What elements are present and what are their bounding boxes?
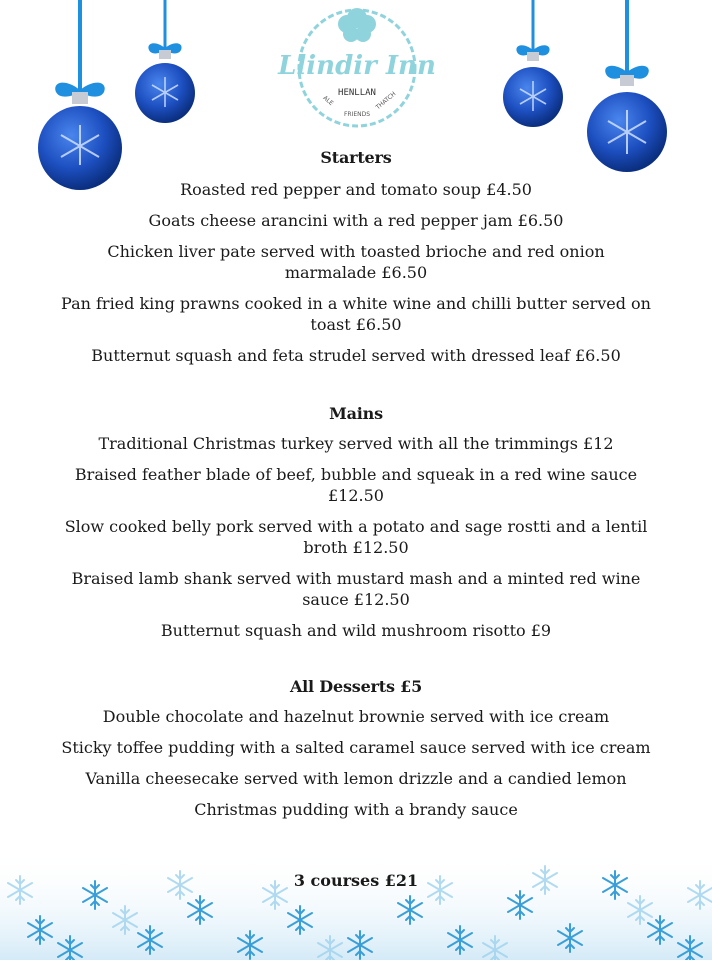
course-total-price: 3 courses £21 — [293, 871, 419, 890]
menu-item: Braised lamb shank served with mustard mash and a minted red wine sauce £12.50 — [71, 569, 641, 609]
logo-location: HENLLAN — [338, 88, 376, 98]
logo-tagline-thatch: THATCH — [374, 90, 398, 112]
menu-item: Braised feather blade of beef, bubble and squeak in a red wine sauce £12.50 — [74, 465, 638, 505]
menu-item: Butternut squash and feta strudel served with dressed leaf £6.50 — [91, 346, 621, 365]
logo-name: Llindir Inn — [278, 51, 436, 81]
menu-content — [60, 148, 652, 820]
menu-item: Butternut squash and wild mushroom risotto £9 — [160, 621, 552, 640]
menu-item: Roasted red pepper and tomato soup £4.50 — [180, 180, 532, 199]
section-heading-desserts: All Desserts £5 — [289, 677, 423, 696]
logo-tagline-friends: FRIENDS — [343, 111, 371, 118]
menu-item: Double chocolate and hazelnut brownie served with ice cream — [102, 707, 610, 726]
menu-item: Slow cooked belly pork served with a potato and sage rostti and a lentil broth £12.50 — [64, 517, 648, 557]
logo-tagline-ale: ALE — [321, 94, 335, 108]
inn-logo — [272, 2, 442, 130]
bauble-ornament-right-small — [500, 0, 566, 132]
menu-item: Goats cheese arancini with a red pepper jam £6.50 — [148, 211, 564, 230]
menu-item: Chicken liver pate served with toasted brioche and red onion marmalade £6.50 — [107, 242, 605, 282]
bauble-ornament-left-small — [132, 0, 198, 130]
menu-item: Christmas pudding with a brandy sauce — [194, 800, 518, 819]
menu-item: Pan fried king prawns cooked in a white wine and chilli butter served on toast £6.50 — [61, 294, 651, 334]
section-heading-starters: Starters — [320, 148, 392, 167]
snowflake-border — [0, 850, 712, 960]
menu-item: Traditional Christmas turkey served with all the trimmings £12 — [98, 434, 614, 453]
menu-item: Sticky toffee pudding with a salted caramel sauce served with ice cream — [61, 738, 651, 757]
menu-item: Vanilla cheesecake served with lemon drizzle and a candied lemon — [85, 769, 627, 788]
section-heading-mains: Mains — [329, 404, 383, 423]
